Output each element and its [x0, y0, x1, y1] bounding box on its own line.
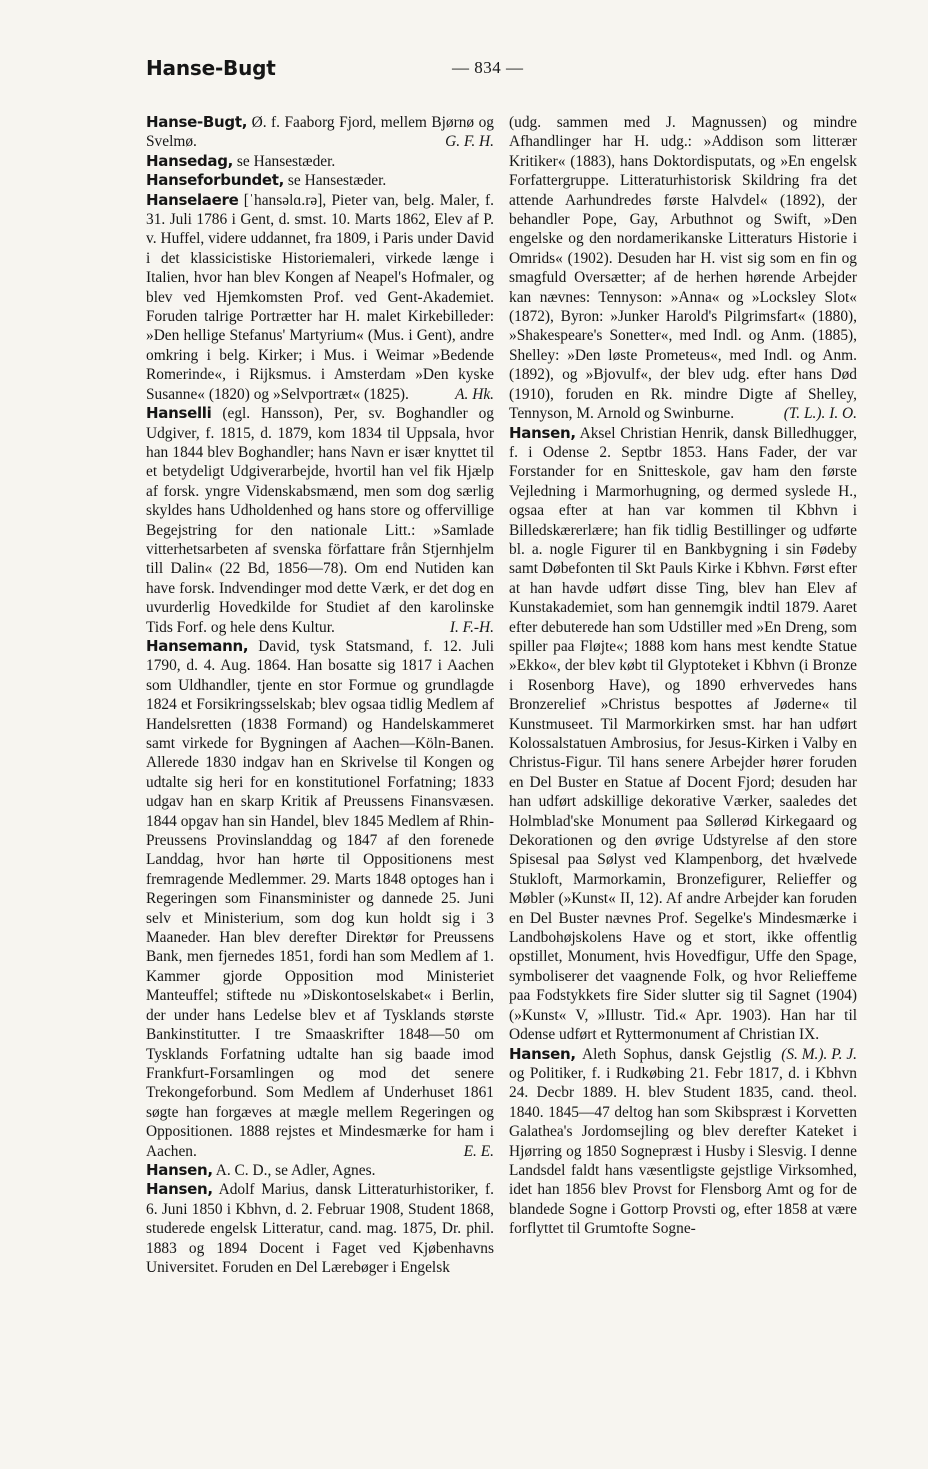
- entry-author-signature: E. E.: [463, 1142, 494, 1160]
- entry-text: Ø. f. Faaborg Fjord, mellem Bjørnø og Svelmø.: [146, 114, 494, 151]
- left-column: [146, 113, 494, 1277]
- dictionary-entry: [509, 113, 857, 424]
- entry-text: se Hansestæder.: [284, 172, 387, 190]
- dictionary-entry: [146, 113, 494, 152]
- entry-text: David, tysk Statsmand, f. 12. Juli 1790, d. 4. Aug. 1864. Han bosatte sig 1817 i Aachen som Uldhandler, tjente en stor Formue og grundlagde 1824 et Forsikringsselskab; blev ogsaa tidlig Medlem af Handelsretten (1838 Formand) og Handelskammeret samt virkede for Bygningen af Aachen—Köln-Banen. Allerede 1830 indgav han en Skrivelse til Kongen og udtalte sig heri for en konstitutionel Forfatning; 1833 udgav han en skarp Kritik af Preussens Finansvæsen. 1844 opgav han sin Handel, blev 1845 Medlem af Rhin-Preussens Provinslanddag og 1847 af den forenede Landdag, hvor han hørte til Oppositionens mest fremragende Medlemmer. 29. Marts 1848 optoges han i Regeringen som Finansminister og dannede 25. Juni selv et Ministerium, som dog kun holdt sig i 3 Maaneder. Han blev derefter Direktør for Preussens Bank, men fjernedes 1851, fordi han som Medlem af 1. Kammer gjorde Opposition mod Ministeriet Manteuffel; stiftede nu »Diskontoselskabet« i Berlin, der under hans Ledelse blev et af Tysklands største Bankinstitutter. I tre Smaaskrifter 1848—50 om Tysklands Forfatning udtalte han sig baade imod Frankfurt-Forsamlingen og mod det senere Trekongeforbund. Som Medlem af Underhuset 1861 søgte han forgæves at mægle mellem Regeringen og Oppositionen. 1888 rejstes et Mindesmærke for ham i Aachen.: [146, 637, 494, 1160]
- entry-headword: Hansen,: [509, 423, 576, 442]
- entry-author-signature: (S. M.). P. J.: [781, 1045, 857, 1063]
- entry-headword: Hanse-Bugt,: [146, 113, 248, 131]
- entry-headword: Hansen,: [146, 1160, 213, 1179]
- entry-headword: Hansen,: [146, 1180, 213, 1199]
- entry-author-signature: G. F. H.: [445, 133, 494, 151]
- dictionary-entry: [146, 1161, 494, 1180]
- entry-author-signature: (T. L.). I. O.: [783, 405, 857, 423]
- entry-text: (udg. sammen med J. Magnussen) og mindre Afhandlinger har H. udg.: »Addison som litterær Kritiker« (1883), hans Doktordisputats, og »En engelsk Forfattergruppe. Litteraturhistorisk Skildring fra det attende Aarhundredes første Halvdel« (1892), der behandler Pope, Gay, Arbuthnot og Swift, »Den engelske og den nordamerikanske Litteraturs Historie i Omrids« (1902). Desuden har H. vist sig som en fin og smagfuld Oversætter; af de herhen hørende Arbejder kan nævnes: Tennyson: »Anna« og »Locksley Slot« (1872), Byron: »Junker Harold's Pilgrimsfart« (1880), »Shakespeare's Sonetter«, med Indl. og Anm. (1885), Shelley: »Den løste Prometeus«, med Indl. og Anm. (1892), og »Bjovulf«, der blev udg. efter hans Død (1910), foruden en Rk. mindre Digte af Shelley, Tennyson, M. Arnold og Swinburne.: [509, 114, 857, 423]
- dictionary-entry: [146, 637, 494, 1161]
- entry-author-signature: A. Hk.: [455, 385, 494, 403]
- entry-text: se Hansestæder.: [233, 152, 336, 170]
- entry-headword: Hanseforbundet,: [146, 171, 285, 190]
- entry-text: [ˈhansəlɑ.rə], Pieter van, belg. Maler, f. 31. Juli 1786 i Gent, d. smst. 10. Marts 1862, Elev af P. v. Huffel, videre uddannet, fra 1809, i Paris under David i det klassicistiske Historiemaleri, virkede længe i Italien, hvor han blev Kongen af Neapel's Hofmaler, og blev ved Hjemkomsten Prof. ved Gent-Akademiet. Foruden talrige Portrætter har H. malet Kirkebilleder: »Den hellige Stefanus' Martyrium« (Mus. i Gent), andre omkring i belg. Kirker; i Mus. i Weimar »Bedende Romerinde«, i Rijksmus. i Amsterdam »Den kyske Susanne« (1820) og »Selvportræt« (1825).: [146, 191, 494, 403]
- running-head-title: Hanse-Bugt: [146, 56, 276, 80]
- dictionary-entry: [146, 152, 494, 171]
- dictionary-entry: [509, 1045, 857, 1239]
- dictionary-entry: [146, 191, 494, 404]
- entry-author-signature: I. F.-H.: [449, 618, 494, 636]
- right-column: [509, 113, 857, 1239]
- entry-headword: Hanselaere: [146, 190, 239, 209]
- entry-headword: Hansen,: [509, 1044, 576, 1063]
- entry-headword: Hansemann,: [146, 636, 249, 655]
- entry-text: Aleth Sophus, dansk Gejstlig og Politiker, f. i Rudkøbing 21. Febr 1817, d. i Kbhvn 24. Decbr 1889. H. blev Student 1835, cand. theol. 1840. 1845—47 deltog han som Skibspræst i Korvetten Galathea's Jordomsejling og blev derefter Kateket i Hjørring og 1850 Sognepræst i Husby i Slesvig. I denne Landsdel faldt hans væsentligste gejstlige Virksomhed, idet han 1856 blev Provst for Flensborg Amt og for de blandede Sogne i Gottorp Provsti og, efter 1858 at være forflyttet til Grumtofte Sogne-: [509, 1045, 857, 1238]
- page-number: — 834 —: [452, 58, 524, 77]
- dictionary-entry: [509, 423, 857, 1063]
- dictionary-entry: [146, 404, 494, 637]
- entry-text: Adolf Marius, dansk Litteraturhistoriker, f. 6. Juni 1850 i Kbhvn, d. 2. Februar 1908, Student 1868, studerede engelsk Litteratur, cand. mag. 1875, Dr. phil. 1883 og 1894 Docent i Faget ved Kjøbenhavns Universitet. Foruden en Del Lærebøger i Engelsk: [146, 1181, 494, 1276]
- dictionary-entry: [146, 171, 494, 190]
- entry-headword: Hansedag,: [146, 151, 234, 170]
- entry-text: A. C. D., se Adler, Agnes.: [212, 1161, 376, 1179]
- entry-headword: Hanselli: [146, 404, 212, 423]
- entry-text: Aksel Christian Henrik, dansk Billedhugger, f. i Odense 2. Septbr 1853. Hans Fader, der var Forstander for en Snitteskole, gav ham den første Vejledning i Marmorhugning, og dermed syslede H., ogsaa efter at han var kommen til Kbhvn i Billedskærerlære; han fik tidlig Bestillinger og udførte bl. a. nogle Figurer til en Bankbygning i sin Fødeby samt Døbefonten til Skt Pauls Kirke i Kbhvn. Først efter at han havde udført disse Ting, blev han Elev af Kunstakademiet, som han gennemgik indtil 1879. Aaret efter debuterede han som Udstiller med »En Dreng, som spiller paa Fløjte«; 1888 kom hans mest kendte Statue »Ekko«, der blev købt til Glyptoteket i Kbhvn (i Bronze i Rosenborg Have), og 1890 erhvervedes hans Bronzerelief »Christus bespottes af Jøderne« til Kunstmuseet. Til Marmorkirken smst. har han udført Kolossalstatuen Ambrosius, for Jesus-Kirken i Valby en Christus-Figur. Til hans senere Arbejder hører foruden en Del Buster en Statue af Docent Fjord; desuden har han udført adskillige dekorative Værker, saaledes det Holmblad'ske Monument paa Søllerød Kirkegaard og Dekorationen og den øvrige Udstyrelse af den store Spisesal paa Sølyst ved Klampenborg, det hvælvede Stukloft, Marmorkamin, Bronzefigurer, Relieffer og Møbler (»Kunst« II, 12). Af andre Arbejder kan foruden en Del Buster nævnes Prof. Segelke's Mindesmærke i Landbohøjskolens Have og et stort, ikke offentlig opstillet, Monument, hvis Hovedfigur, Uffe den Spage, symboliserer det vaagnende Folk, og hvor Relieffeme paa Fodstykkets fire Sider slutter sig til Sagnet (1904) (»Kunst« V, »Illustr. Tid.« Apr. 1903). Han har til Odense udført et Ryttermonument af Christian IX.: [509, 424, 857, 1044]
- dictionary-entry: [146, 1180, 494, 1277]
- entry-text: (egl. Hansson), Per, sv. Boghandler og Udgiver, f. 1815, d. 1879, kom 1834 til Uppsala, hvor han 1844 blev Boghandler; hans Navn er især knyttet til et betydeligt Udgiverarbejde, hvortil han vel fik Hjælp af forsk. yngre Videnskabsmænd, men som dog særlig skyldes hans Udholdenhed og hans store og offervillige Begejstring for den nationale Litt.: »Samlade vitterhetsarbeten af svenska författare från Stjernhjelm till Dalin« (22 Bd, 1856—78). Om end Nutiden kan have forsk. Indvendinger mod dette Værk, er det dog en uvurderlig Hovedkilde for Studiet af den karolinske Tids Forf. og hele dens Kultur.: [146, 405, 494, 636]
- running-head: [146, 56, 796, 86]
